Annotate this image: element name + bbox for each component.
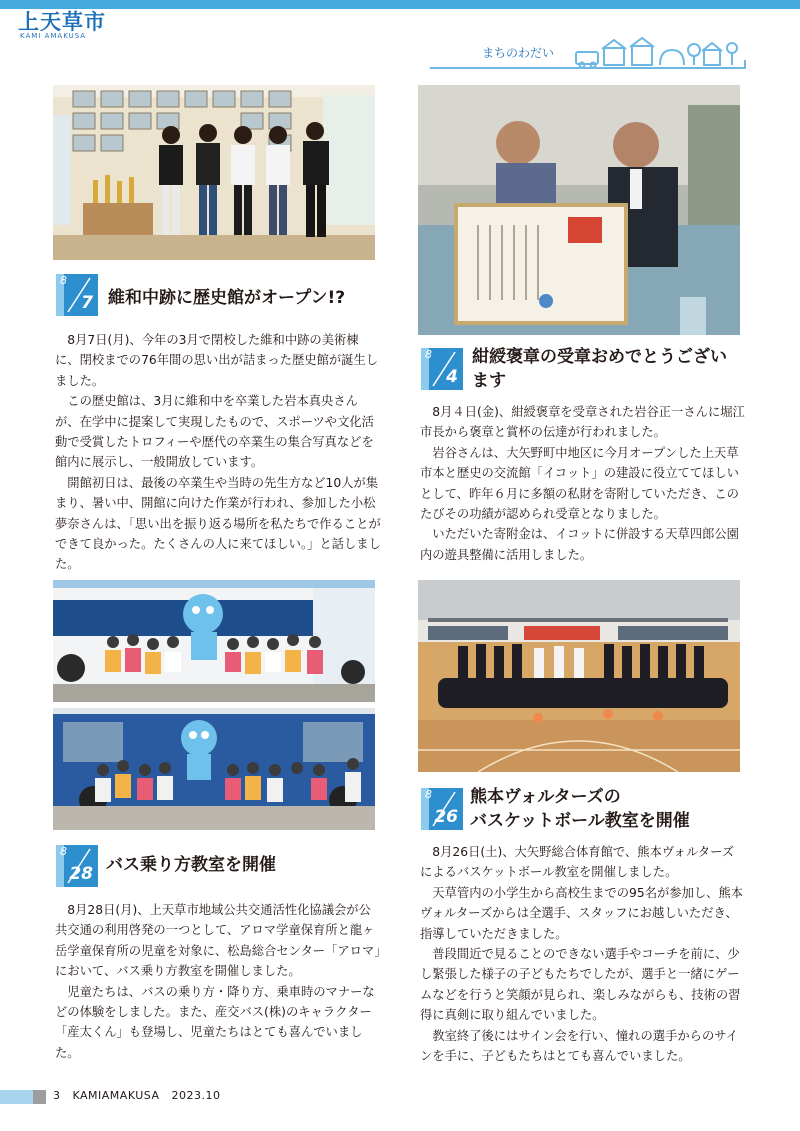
- paragraph: 普段間近で見ることのできない選手やコーチを前に、少し緊張した様子の子どもたちでしたが、選手と一緒にゲームなどを行うと笑顔が見られ、楽しみながらも、技術の習得に真剣に取り組んでいました。: [420, 947, 741, 1023]
- badge-day: 7: [81, 293, 93, 313]
- top-accent-bar: [0, 0, 800, 9]
- article-title-line-2: バスケットボール教室を開催: [470, 811, 690, 831]
- article-title-bus-class: バス乗り方教室を開催: [106, 855, 276, 875]
- paragraph: 8月28日(月)、上天草市地域公共交通活性化協議会が公共交通の利用啓発の一つとして、アロマ学童保育所と龍ヶ岳学童保育所の児童を対象に、松島総合センター「アロマ」において、バス乗り方教室を開催しました。: [55, 903, 381, 979]
- basketball-class-photo: [418, 580, 740, 772]
- date-badge-aug-4: [421, 348, 463, 390]
- article-body-basketball: [420, 842, 746, 1066]
- logo-text: 上天草市: [18, 10, 106, 34]
- article-body-history-museum: [55, 330, 381, 575]
- badge-month: 8: [60, 845, 67, 858]
- paragraph: 8月26日(土)、大矢野総合体育館で、熊本ヴォルターズによるバスケットボール教室を開催しました。: [420, 845, 735, 880]
- date-badge-aug-26: [421, 788, 463, 830]
- city-logo: [12, 9, 124, 39]
- paragraph: いただいた寄附金は、イコットに併設する天草四郎公園内の遊具整備に活用しました。: [420, 527, 739, 562]
- date-badge-aug-7: [56, 274, 98, 316]
- paragraph: 8月7日(月)、今年の3月で閉校した維和中跡の美術棟に、閉校までの76年間の思い出が詰まった歴史館が誕生しました。: [55, 333, 379, 388]
- issue-date: 2023.10: [171, 1089, 221, 1102]
- publication-name: KAMIAMAKUSA: [72, 1089, 160, 1102]
- article-body-bus-class: [55, 900, 381, 1063]
- header-rule: [430, 67, 744, 69]
- paragraph: 天草管内の小学生から高校生までの95名が参加し、熊本ヴォルターズからは全選手、スタッフにお越しいただき、指導していただきました。: [420, 885, 744, 941]
- badge-day: 4: [446, 367, 458, 387]
- article-title-history-museum: 維和中跡に歴史館がオープン!?: [108, 288, 346, 308]
- paragraph: この歴史館は、3月に維和中を卒業した岩本真央さんが、在学中に提案して実現したもので、スポーツや文化活動で受賞したトロフィーや歴代の卒業生の集合写真などを館内に展示し、一般開放しています。: [55, 394, 374, 470]
- header-rule-end: [744, 60, 746, 69]
- section-label: まちのわだい: [482, 46, 555, 60]
- paragraph: 教室終了後にはサイン会を行い、憧れの選手からのサインを手に、子どもたちはとても喜んでいました。: [420, 1028, 738, 1064]
- article-title-award: 紺綬褒章の受章おめでとうございます: [472, 347, 727, 391]
- town-skyline-icon: [572, 36, 744, 68]
- paragraph: 岩谷さんは、大矢野町中地区に今月オープンした上天草市本と歴史の交流館「イコット」の建設に役立ててほしいとして、昨年６月に多額の私財を寄附していただき、このたびその功績が認められ受章となりました。: [420, 445, 739, 522]
- paragraph: 開館初日は、最後の卒業生や当時の先生方など10人が集まり、暑い中、開館に向けた作業が行われ、参加した小松夢奈さんは、「思い出を振り返る場所を私たちで作ることができて良かった。たくさんの人に来てほしい。」と話しました。: [55, 475, 381, 572]
- badge-month: 8: [60, 274, 67, 287]
- paragraph: 8月４日(金)、紺綬褒章を受章された岩谷正一さんに堀江市長から褒章と賞杯の伝達が行われました。: [420, 405, 745, 440]
- footer-accent-bar-end: [33, 1090, 46, 1104]
- bus-class-photo-2: [53, 708, 375, 830]
- article-body-award: [420, 402, 746, 565]
- article-title-basketball: [470, 785, 745, 833]
- badge-day: 26: [434, 807, 458, 827]
- page-number: 3: [53, 1089, 61, 1102]
- badge-day: 28: [69, 864, 93, 884]
- footer-text: [53, 1089, 221, 1102]
- badge-month: 8: [425, 788, 432, 801]
- award-ceremony-photo: [418, 85, 740, 335]
- article-title-line-1: 熊本ヴォルターズの: [470, 787, 621, 807]
- badge-month: 8: [425, 348, 432, 361]
- date-badge-aug-28: [56, 845, 98, 887]
- history-museum-photo: [53, 85, 375, 260]
- paragraph: 児童たちは、バスの乗り方・降り方、乗車時のマナーなどの体験をしました。また、産交バス(株)のキャラクター「産太くん」も登場し、児童たちはとても喜んでいました。: [55, 984, 375, 1060]
- logo-subtext: KAMI AMAKUSA: [20, 32, 87, 40]
- bus-class-photo-1: [53, 580, 375, 702]
